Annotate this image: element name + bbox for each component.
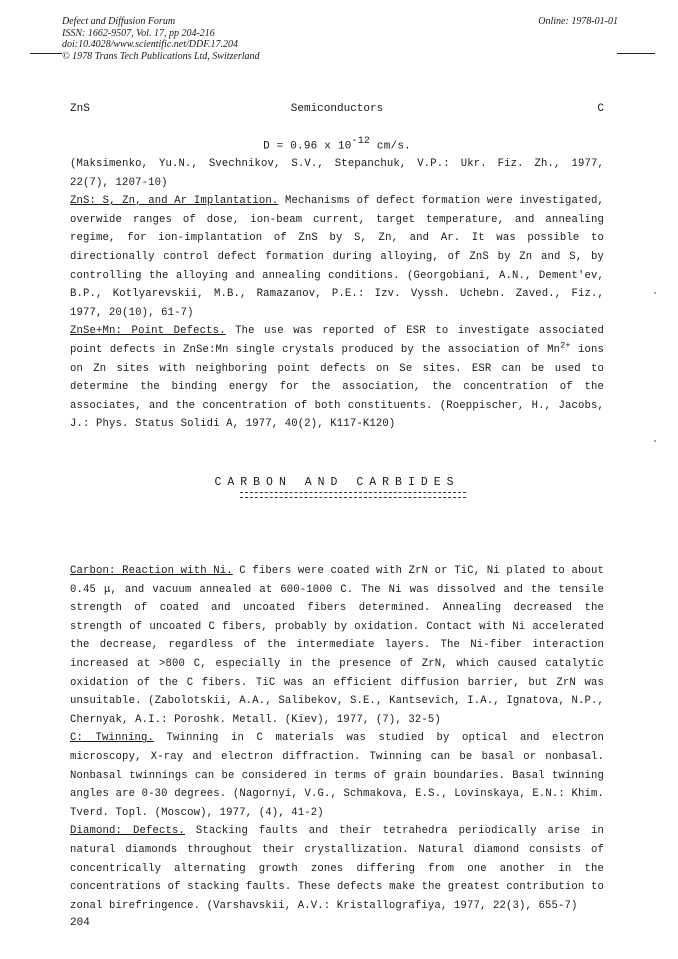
entry-body-continued: ions on Zn sites with neighboring point defects on Se sites. ESR can be used to determine the binding energy for the association, the concentration of the associates, and the concentration of both constituents. (Roeppischer, H., Jacobs, J.: Phys. Status Solidi A, 1977, 40(2), K117-K120): [70, 343, 604, 431]
entry-c-twinning: [70, 729, 604, 822]
diffusion-formula: [70, 137, 604, 153]
scan-speck: [654, 440, 656, 442]
formula-base: D = 0.96 x 10: [263, 140, 352, 153]
entry-diamond-defects: [70, 822, 604, 915]
entry-body: C fibers were coated with ZrN or TiC, Ni plated to about 0.45 μ, and vacuum annealed at 600-1000 C. The Ni was dissolved and the tensile strength of coated and uncoated fibers determined. Annealing decreased the strength of uncoated C fibers, probably by oxidation. Contact with Ni accelerated the decrease, regardless of the intermediate layers. The Ni-fiber interaction increased at >800 C, especially in the presence of ZrN, which caused catalytic oxidation of the C fibers. TiC was an efficient diffusion barrier, but ZrN was unsuitable. (Zabolotskii, A.A., Salibekov, S.E., Kantsevich, I.A., Ignatova, N.P., Chernyak, A.I.: Poroshk. Metall. (Kiev), 1977, (7), 32-5): [70, 565, 604, 726]
journal-header: [62, 16, 618, 62]
entry-body: Stacking faults and their tetrahedra periodically arise in natural diamonds throughout their crystallization. Natural diamond consists of concentrically alternating growth zones differing from one another in the concentrations of stacking faults. These defects make the greatest contribution to zonal birefringence. (Varshavskii, A.V.: Kristallografiya, 1977, 22(3), 655-7): [70, 825, 605, 912]
running-head-right: C: [597, 103, 604, 115]
header-rule-left: [30, 53, 62, 54]
entry-heading: ZnS: S, Zn, and Ar Implantation.: [70, 195, 279, 208]
running-head-center: Semiconductors: [290, 103, 384, 115]
entry-zns-implantation: [70, 192, 604, 322]
journal-issn: ISSN: 1662-9507, Vol. 17, pp 204-216: [62, 27, 215, 39]
entry-body: Twinning in C materials was studied by optical and electron microscopy, X-ray and electron diffraction. Twinning can be basal or nonbasal. Nonbasal twinnings can be considered in terms of grain boundaries. Basal twinning angles are 0-30 degrees. (Nagornyi, V.G., Schmakova, E.S., Lovinskaya, E.N.: Khim. Tverd. Topl. (Moscow), 1977, (4), 41-2): [70, 732, 605, 819]
journal-copyright: © 1978 Trans Tech Publications Ltd, Switzerland: [62, 50, 260, 62]
journal-doi: doi:10.4028/www.scientific.net/DDF.17.204: [62, 39, 239, 50]
entry-heading: Carbon: Reaction with Ni.: [70, 565, 233, 577]
journal-name: Defect and Diffusion Forum: [62, 16, 176, 27]
running-head-left: ZnS: [70, 103, 90, 115]
entry-body: Mechanisms of defect formation were investigated, overwide ranges of dose, ion-beam current, target temperature, and annealing regime, for ion-implantation of ZnS by S, Zn, and Ar. It was possible to directionally control defect formation during alloying, of ZnS by Zn and S, by controlling the alloying and annealing conditions. (Georgobiani, A.N., Dement'ev, B.P., Kotlyarevskii, M.B., Ramazanov, P.E.: Izv. Vyssh. Uchebn. Zaved., Fiz., 1977, 20(10), 61-7): [70, 195, 604, 319]
section-double-rule: [240, 492, 466, 498]
entry-heading: ZnSe+Mn: Point Defects.: [70, 325, 226, 338]
entry-carbon-reaction-ni: [70, 562, 604, 729]
scan-speck: [654, 292, 656, 294]
entry-znse-point-defects: [70, 322, 604, 434]
top-entries: [70, 155, 604, 434]
online-date: Online: 1978-01-01: [538, 16, 618, 27]
header-rule-right: [617, 53, 655, 54]
superscript-charge: 2+: [560, 340, 571, 351]
carbon-entries: [70, 562, 604, 915]
page-number: 204: [70, 917, 90, 929]
section-title: CARBON AND CARBIDES: [214, 476, 460, 489]
entry-heading: Diamond: Defects.: [70, 825, 186, 838]
formula-exponent: -12: [351, 136, 371, 147]
formula-unit: cm/s.: [370, 140, 411, 153]
entry-heading: C: Twinning.: [70, 732, 155, 745]
reference-maksimenko: (Maksimenko, Yu.N., Svechnikov, S.V., Stepanchuk, V.P.: Ukr. Fiz. Zh., 1977, 22(7), 1207-10): [70, 158, 604, 189]
entry-body: The use was reported of ESR to investigate associated point defects in ZnSe:Mn single crystals produced by the association of Mn: [70, 325, 604, 356]
